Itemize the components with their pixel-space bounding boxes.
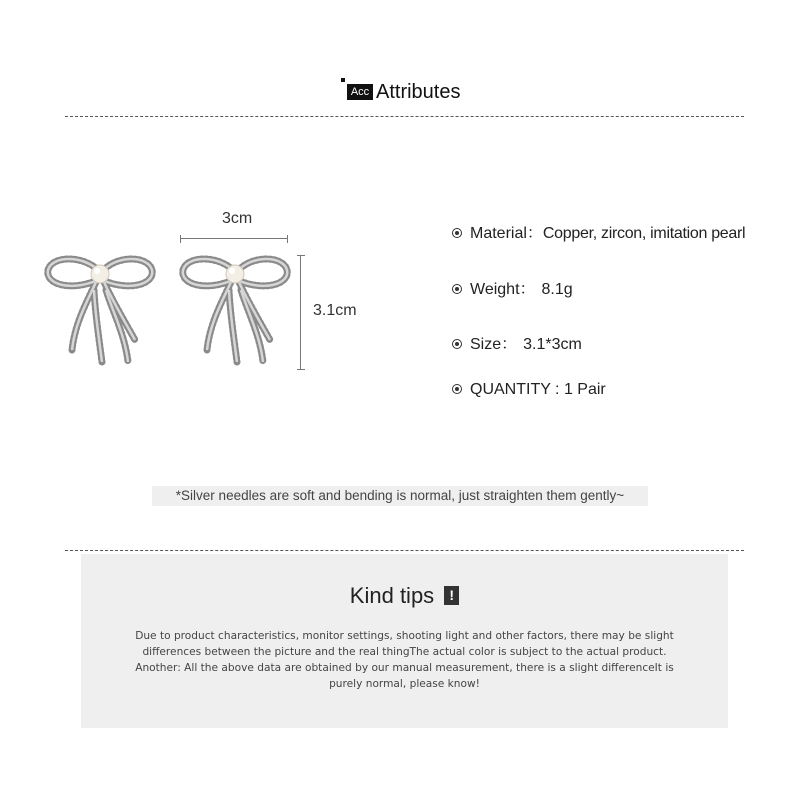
kind-tips-panel <box>81 554 728 728</box>
tips-line: Due to product characteristics, monitor settings, shooting light and other factors, there may be slight <box>135 630 674 642</box>
tips-heading <box>81 582 728 609</box>
bullet-icon <box>452 339 462 349</box>
spec-label: Weight： <box>470 281 536 298</box>
spec-weight <box>452 276 573 299</box>
width-dimension-line <box>180 238 288 239</box>
pearl <box>226 265 244 283</box>
top-divider <box>65 116 744 117</box>
tips-line: differences between the picture and the real thingThe actual color is subject to the actual product. <box>142 646 667 658</box>
spec-size <box>452 331 582 354</box>
exclamation-icon: ! <box>444 586 459 605</box>
spec-value: Copper, zircon, imitation pearl <box>542 225 746 242</box>
width-label: 3cm <box>222 210 253 227</box>
spec-value: 8.1g <box>541 281 573 298</box>
pearl <box>91 265 109 283</box>
bullet-icon <box>452 228 462 238</box>
header-badge: Acc <box>347 84 373 100</box>
tips-text <box>121 628 688 692</box>
tips-line: Another: All the above data are obtained by our manual measurement, there is a slight differenceIt is <box>135 662 674 674</box>
height-dimension-line <box>300 255 301 370</box>
section-title: Attributes <box>376 81 461 103</box>
bullet-icon <box>452 384 462 394</box>
spec-value: 3.1*3cm <box>523 336 582 353</box>
spec-quantity <box>452 381 606 399</box>
height-label: 3.1cm <box>313 302 357 319</box>
spec-material <box>452 220 745 243</box>
earring-image-left <box>40 250 160 375</box>
bullet-icon <box>452 284 462 294</box>
spec-label: Size： <box>470 336 518 353</box>
tips-title: Kind tips <box>349 583 435 609</box>
spec-label: Material： <box>470 225 543 242</box>
earring-image-right <box>175 250 295 375</box>
section-header <box>0 78 800 110</box>
care-note: *Silver needles are soft and bending is normal, just straighten them gently~ <box>175 488 625 503</box>
tips-line: purely normal, please know! <box>329 678 480 690</box>
spec-label: QUANTITY : 1 Pair <box>470 381 606 398</box>
bottom-divider <box>65 550 744 551</box>
header-dot <box>341 78 345 82</box>
